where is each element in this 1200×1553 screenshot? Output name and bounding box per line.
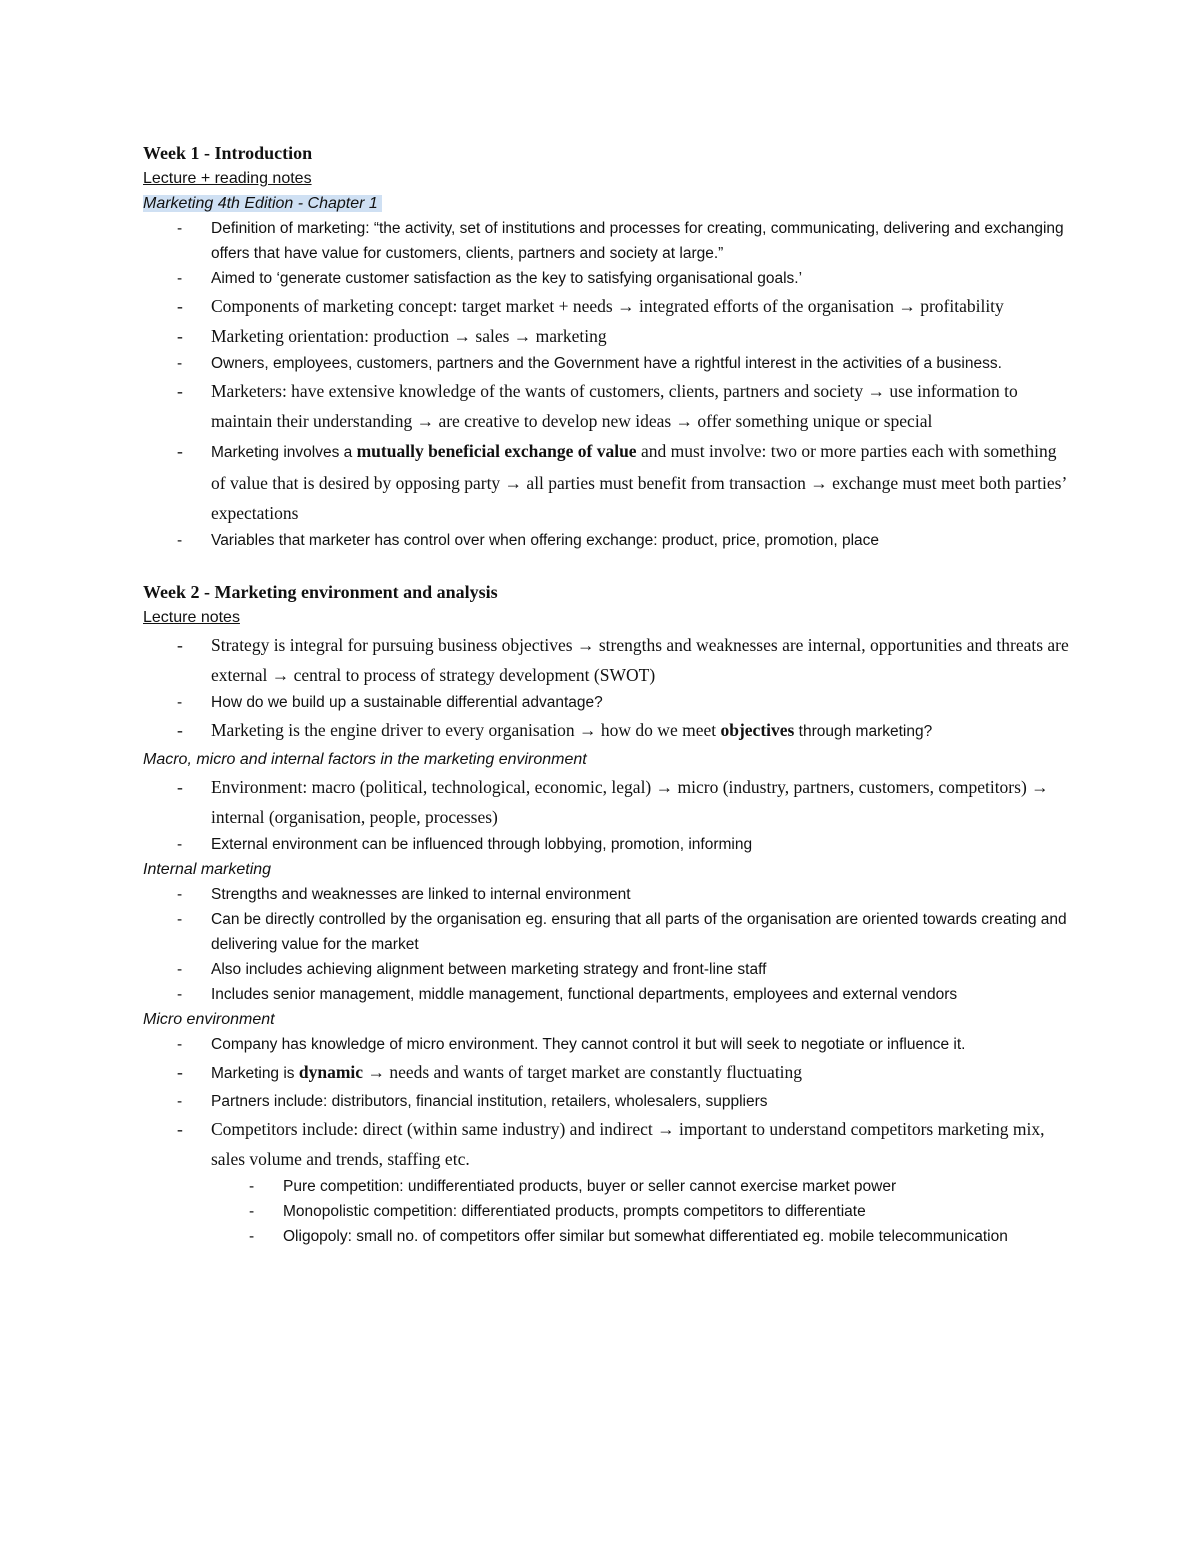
item-text: and must involve: two or more parties each with something of value that is desired by opposing party → all parties must benefit from transaction → exchange must meet both parties’ expectations [211,441,1067,523]
item-bold-text: objectives [720,720,795,740]
competition-list [143,1174,1073,1249]
micro-heading: Micro environment [143,1011,275,1028]
list-item: - Partners include: distributors, financial institution, retailers, wholesalers, suppliers [143,1089,1073,1114]
list-item: - Pure competition: undifferentiated products, buyer or seller cannot exercise market power [143,1174,1073,1199]
list-item: - Also includes achieving alignment between marketing strategy and front-line staff [143,957,1073,982]
list-item: - Oligopoly: small no. of competitors offer similar but somewhat differentiated eg. mobile telecommunication [143,1224,1073,1249]
item-bold-text: dynamic [298,1062,364,1082]
week2-list [143,630,1073,747]
week1-subheading: Lecture + reading notes [143,170,312,187]
item-text: Marketing is the engine driver to every organisation → how do we meet [211,720,721,740]
item-text: → needs and wants of target market are constantly fluctuating [363,1062,803,1082]
list-item: - Monopolistic competition: differentiated products, prompts competitors to differentiate [143,1199,1073,1224]
week1-list [143,216,1073,553]
document-page [143,140,1073,1249]
list-item: - Environment: macro (political, technological, economic, legal) → micro (industry, partners, customers, competitors) → internal (organisation, people, processes) [143,772,1073,832]
list-item: - Variables that marketer has control over when offering exchange: product, price, promotion, place [143,528,1073,553]
internal-heading: Internal marketing [143,861,272,878]
macro-list [143,772,1073,857]
list-item: - Components of marketing concept: target market + needs → integrated efforts of the organisation → profitability [143,291,1073,321]
chapter-heading-text: Marketing 4th Edition - Chapter 1 [143,195,382,212]
item-text: Marketing involves a [211,444,357,461]
list-item: - Marketers: have extensive knowledge of the wants of customers, clients, partners and society → use information to maintain their understanding → are creative to develop new ideas → offer something unique or special [143,376,1073,436]
list-item: - Can be directly controlled by the organisation eg. ensuring that all parts of the organisation are oriented towards creating and delivering value for the market [143,907,1073,957]
list-item: - Owners, employees, customers, partners and the Government have a rightful interest in the activities of a business. [143,351,1073,376]
list-item [143,715,1073,747]
chapter-heading [143,191,1073,216]
list-item: - Company has knowledge of micro environment. They cannot control it but will seek to negotiate or influence it. [143,1032,1073,1057]
macro-heading: Macro, micro and internal factors in the marketing environment [143,751,587,768]
list-item: - Competitors include: direct (within same industry) and indirect → important to understand competitors marketing mix, sales volume and trends, staffing etc. [143,1114,1073,1174]
list-item: - How do we build up a sustainable differential advantage? [143,690,1073,715]
item-text: Marketing is [211,1065,299,1082]
week2-subheading: Lecture notes [143,609,240,626]
item-text: through marketing? [794,723,933,740]
list-item: - Includes senior management, middle management, functional departments, employees and external vendors [143,982,1073,1007]
internal-list [143,882,1073,1007]
list-item: - Definition of marketing: “the activity, set of institutions and processes for creating, communicating, delivering and exchanging offers that have value for customers, clients, partners and society at large.” [143,216,1073,266]
list-item [143,1057,1073,1089]
item-bold-text: mutually beneficial exchange of value [356,441,637,461]
list-item: - Aimed to ‘generate customer satisfaction as the key to satisfying organisational goals.’ [143,266,1073,291]
micro-list [143,1032,1073,1174]
list-item: - Strengths and weaknesses are linked to internal environment [143,882,1073,907]
week2-heading: Week 2 - Marketing environment and analysis [143,582,498,602]
list-item: - External environment can be influenced through lobbying, promotion, informing [143,832,1073,857]
list-item: - Strategy is integral for pursuing business objectives → strengths and weaknesses are internal, opportunities and threats are external → central to process of strategy development (SWOT) [143,630,1073,690]
list-item: - Marketing orientation: production → sales → marketing [143,321,1073,351]
week1-heading: Week 1 - Introduction [143,143,313,163]
list-item [143,436,1073,528]
